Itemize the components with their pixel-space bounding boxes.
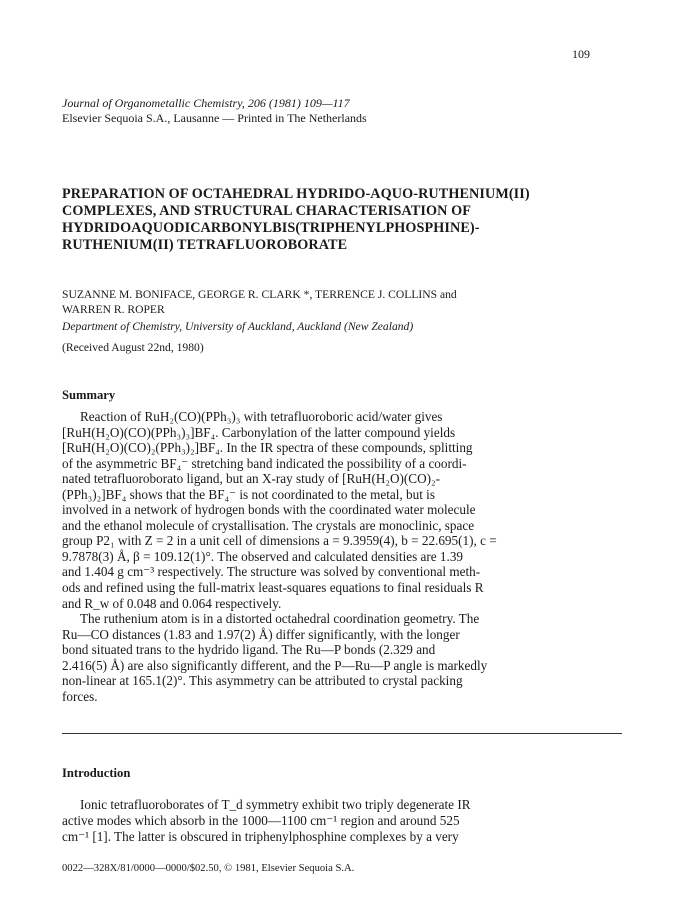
summary-line: [RuH(H₂O)(CO)(PPh₃)₃]BF₄. Carbonylation of the latter compound yields bbox=[62, 424, 456, 440]
section-divider bbox=[62, 733, 622, 734]
page-number: 109 bbox=[572, 47, 590, 61]
summary-line: non-linear at 165.1(2)°. This asymmetry can be attributed to crystal packing bbox=[62, 673, 463, 689]
intro-line: Ionic tetrafluoroborates of T_d symmetry exhibit two triply degenerate IR bbox=[80, 797, 471, 812]
summary-line: 2.416(5) Å) are also significantly different, and the P—Ru—P angle is markedly bbox=[62, 657, 488, 673]
summary-text bbox=[62, 409, 622, 704]
introduction-heading: Introduction bbox=[62, 766, 131, 780]
summary-line: Reaction of RuH₂(CO)(PPh₃)₃ with tetrafluoroboric acid/water gives bbox=[80, 409, 443, 424]
intro-line: cm⁻¹ [1]. The latter is obscured in triphenylphosphine complexes by a very bbox=[62, 828, 459, 844]
affiliation: Department of Chemistry, University of Auckland, Auckland (New Zealand) bbox=[62, 320, 414, 333]
introduction-text bbox=[62, 797, 622, 844]
summary-line: forces. bbox=[62, 688, 98, 704]
summary-line: and 1.404 g cm⁻³ respectively. The structure was solved by conventional meth- bbox=[62, 564, 481, 580]
article-title bbox=[62, 186, 622, 254]
title-line-2: COMPLEXES, AND STRUCTURAL CHARACTERISATION OF bbox=[62, 203, 472, 219]
summary-line: (PPh₃)₂]BF₄ shows that the BF₄⁻ is not coordinated to the metal, but is bbox=[62, 486, 435, 502]
summary-line: [RuH(H₂O)(CO)₂(PPh₃)₂]BF₄. In the IR spectra of these compounds, splitting bbox=[62, 440, 473, 456]
title-line-4: RUTHENIUM(II) TETRAFLUOROBORATE bbox=[62, 237, 348, 253]
copyright-footer: 0022—328X/81/0000—0000/$02.50, © 1981, Elsevier Sequoia S.A. bbox=[62, 863, 355, 874]
summary-line: and the ethanol molecule of crystallisation. The crystals are monoclinic, space bbox=[62, 517, 475, 533]
summary-line: 9.7878(3) Å, β = 109.12(1)°. The observed and calculated densities are 1.39 bbox=[62, 548, 464, 564]
summary-line: The ruthenium atom is in a distorted octahedral coordination geometry. The bbox=[80, 611, 480, 627]
summary-line: and R_w of 0.048 and 0.064 respectively. bbox=[62, 595, 282, 611]
summary-line: bond situated trans to the hydrido ligand. The Ru—P bonds (2.329 and bbox=[62, 642, 436, 658]
summary-line: nated tetrafluoroborato ligand, but an X-ray study of [RuH(H₂O)(CO)₂- bbox=[62, 471, 440, 487]
summary-line: ods and refined using the full-matrix least-squares equations to final residuals R bbox=[62, 580, 484, 596]
title-line-1: PREPARATION OF OCTAHEDRAL HYDRIDO-AQUO-RUTHENIUM(II) bbox=[62, 186, 530, 202]
summary-line: group P2₁ with Z = 2 in a unit cell of dimensions a = 9.3959(4), b = 22.695(1), c = bbox=[62, 533, 497, 549]
summary-line: involved in a network of hydrogen bonds with the coordinated water molecule bbox=[62, 502, 476, 518]
intro-line: active modes which absorb in the 1000—1100 cm⁻¹ region and around 525 bbox=[62, 812, 460, 828]
title-line-3: HYDRIDOAQUODICARBONYLBIS(TRIPHENYLPHOSPHINE)- bbox=[62, 220, 480, 236]
summary-line: Ru—CO distances (1.83 and 1.97(2) Å) differ significantly, with the longer bbox=[62, 626, 460, 642]
summary-line: of the asymmetric BF₄⁻ stretching band indicated the possibility of a coordi- bbox=[62, 455, 467, 471]
author-list bbox=[62, 287, 622, 317]
received-date: (Received August 22nd, 1980) bbox=[62, 341, 204, 354]
publisher-line: Elsevier Sequoia S.A., Lausanne — Printed in The Netherlands bbox=[62, 111, 367, 125]
journal-citation bbox=[62, 96, 367, 126]
journal-name-line: Journal of Organometallic Chemistry, 206 (1981) 109—117 bbox=[62, 96, 350, 110]
authors-line-1: SUZANNE M. BONIFACE, GEORGE R. CLARK *, TERRENCE J. COLLINS and bbox=[62, 288, 457, 301]
summary-heading: Summary bbox=[62, 388, 116, 402]
authors-line-2: WARREN R. ROPER bbox=[62, 303, 165, 316]
